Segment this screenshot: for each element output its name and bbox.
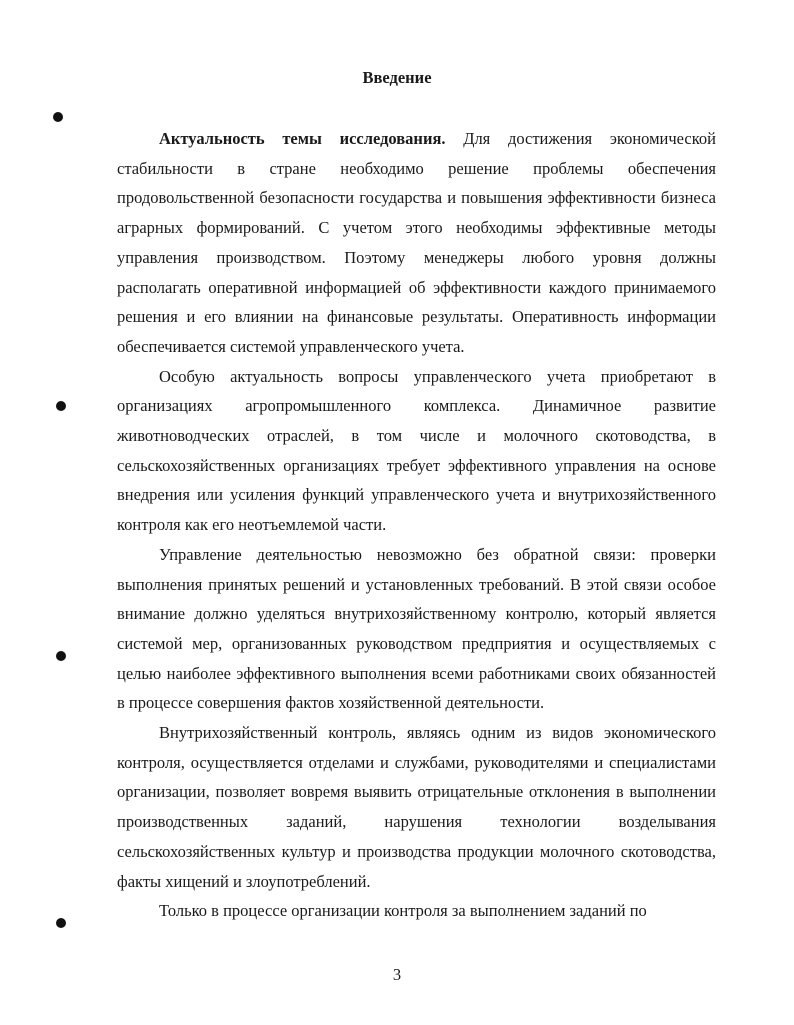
paragraph [117, 540, 716, 718]
paragraph-text: Управление деятельностью невозможно без обратной связи: проверки выполнения принятых решений и установленных требований. В этой связи особое внимание должно уделяться внутрихозяйственному контролю, который является системой мер, организованных руководством предприятия и осуществляемых с целью наиболее эффективного выполнения всеми работниками своих обязанностей в процессе совершения фактов хозяйственной деятельности. [117, 544, 716, 713]
paragraph [117, 124, 716, 362]
paragraph-text: Внутрихозяйственный контроль, являясь одним из видов экономического контроля, осуществляется отделами и службами, руководителями и специалистами организации, позволяет вовремя выявить отрицательные отклонения в выполнении производственных заданий, нарушения технологии возделывания сельскохозяйственных культур и производства продукции молочного скотоводства, факты хищений и злоупотреблений. [117, 723, 716, 891]
paragraph-lead: Актуальность темы исследования. [159, 129, 446, 148]
paragraph [117, 896, 716, 926]
paragraph-text: Для достижения экономической стабильности в стране необходимо решение проблемы обеспечения продовольственной безопасности государства и повышения эффективности бизнеса аграрных формирований. С учетом этого необходимы эффективные методы управления производством. Поэтому менеджеры любого уровня должны располагать оперативной информацией об эффективности каждого принимаемого решения и его влиянии на финансовые результаты. Оперативность информации обеспечивается системой управленческого учета. [117, 129, 716, 356]
page-number: 3 [392, 965, 402, 984]
paragraph [117, 718, 716, 896]
punch-hole-mark [56, 651, 66, 661]
punch-hole-mark [56, 401, 66, 411]
punch-hole-mark [56, 918, 66, 928]
body-text [117, 124, 716, 926]
section-title: Введение [362, 68, 432, 87]
paragraph [117, 362, 716, 540]
punch-hole-mark [53, 112, 63, 122]
paragraph-text: Только в процессе организации контроля за выполнением заданий по [159, 901, 647, 921]
paragraph-text: Особую актуальность вопросы управленческого учета приобретают в организациях агропромышленного комплекса. Динамичное развитие животноводческих отраслей, в том числе и молочного скотоводства, в сельскохозяйственных организациях требует эффективного управления на основе внедрения или усиления функций управленческого учета и внутрихозяйственного контроля как его неотъемлемой части. [117, 366, 716, 535]
